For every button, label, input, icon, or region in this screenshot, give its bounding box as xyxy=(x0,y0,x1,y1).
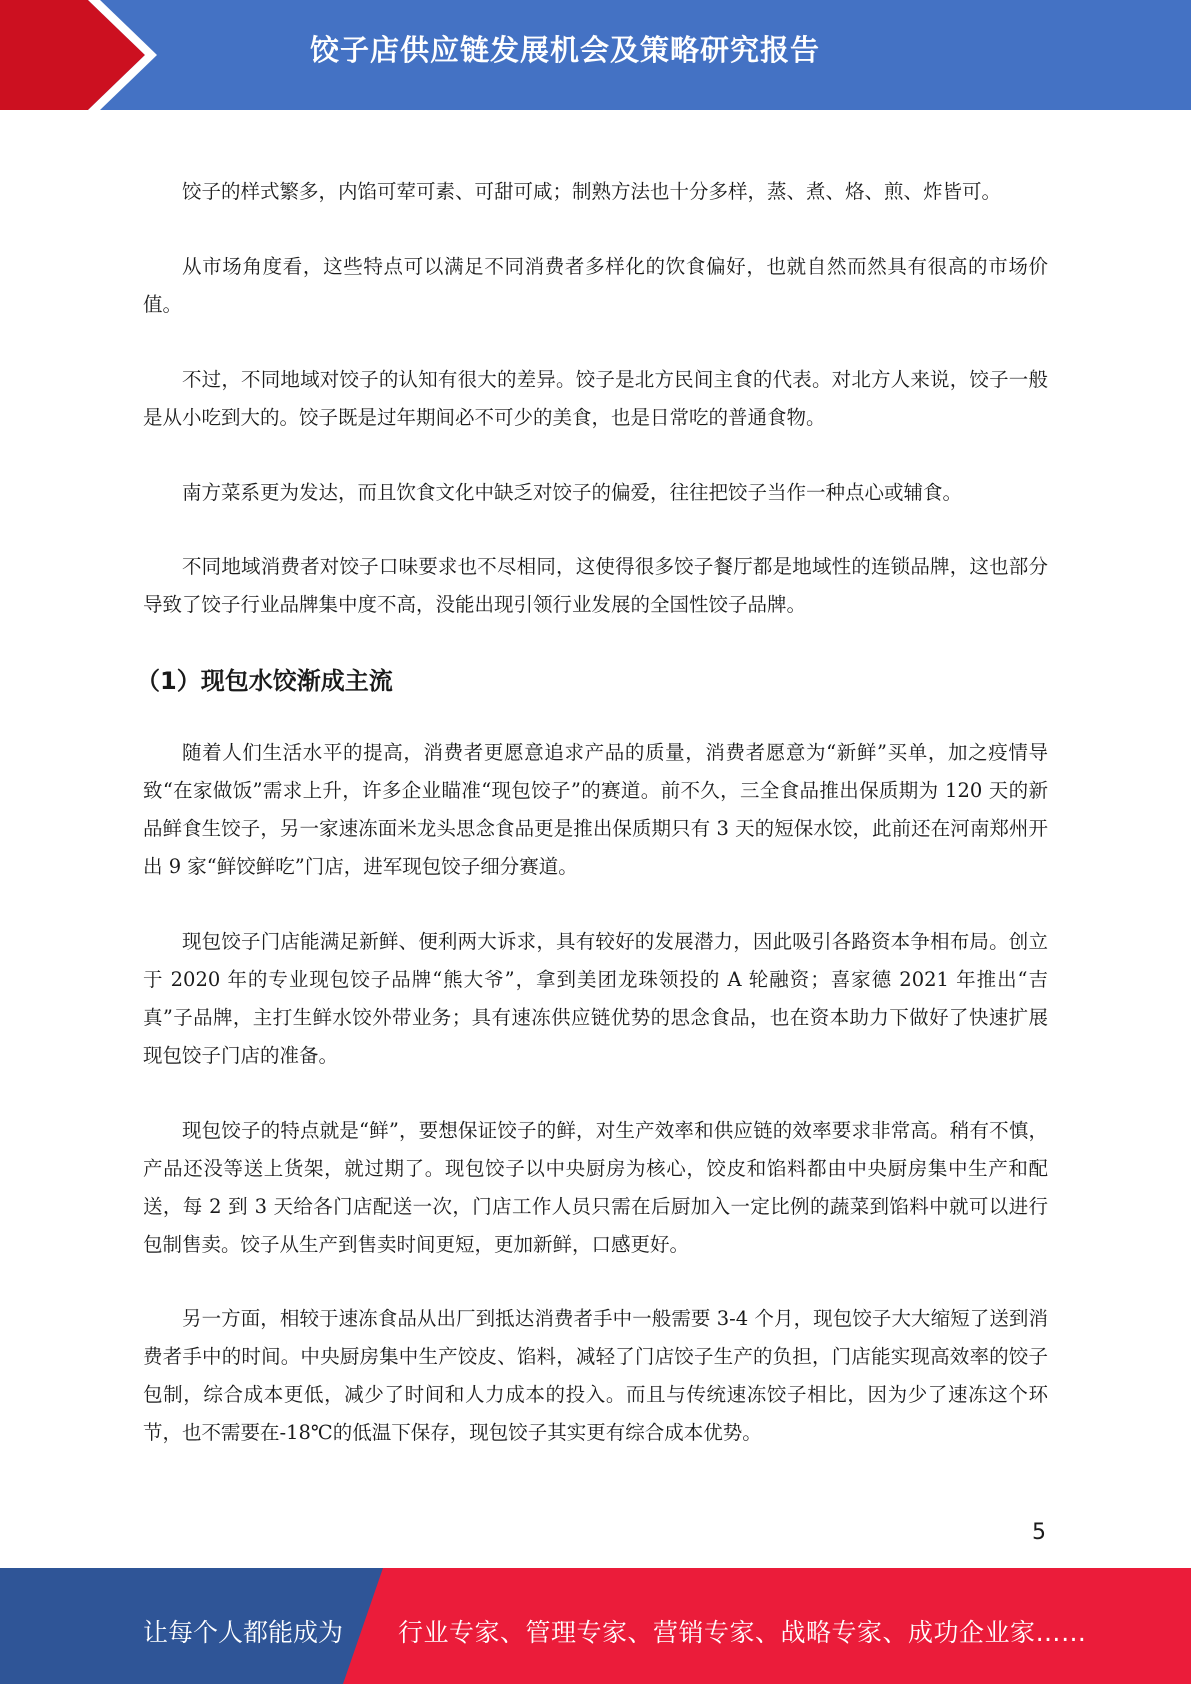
page-footer xyxy=(0,1568,1191,1684)
paragraph: 饺子的样式繁多，内馅可荤可素、可甜可咸；制熟方法也十分多样，蒸、煮、烙、煎、炸皆可。 xyxy=(182,180,1002,203)
footer-slogan-left: 让每个人都能成为 xyxy=(143,1618,344,1647)
paragraph: 另一方面，相较于速冻食品从出厂到抵达消费者手中一般需要 3-4 个月，现包饺子大大缩短了送到消费者手中的时间。中央厨房集中生产饺皮、馅料，减轻了门店饺子生产的负担，门店能实现高效率的饺子包制，综合成本更低，减少了时间和人力成本的投入。而且与传统速冻饺子相比，因为少了速冻这个环节，也不需要在-18℃的低温下保存，现包饺子其实更有综合成本优势。 xyxy=(143,1307,1048,1444)
footer-slogan-right: 行业专家、管理专家、营销专家、战略专家、成功企业家…… xyxy=(398,1618,1087,1647)
paragraph: 南方菜系更为发达，而且饮食文化中缺乏对饺子的偏爱，往往把饺子当作一种点心或辅食。 xyxy=(182,481,963,504)
paragraph: 随着人们生活水平的提高，消费者更愿意追求产品的质量，消费者愿意为“新鲜”买单，加之疫情导致“在家做饭”需求上升，许多企业瞄准“现包饺子”的赛道。前不久，三全食品推出保质期为 120 天的新品鲜食生饺子，另一家速冻面米龙头思念食品更是推出保质期只有 3 天的短保水饺，此前还在河南郑州开出 9 家“鲜饺鲜吃”门店，进军现包饺子细分赛道。 xyxy=(143,741,1048,878)
paragraph: 从市场角度看，这些特点可以满足不同消费者多样化的饮食偏好，也就自然而然具有很高的市场价值。 xyxy=(143,255,1048,316)
report-title: 饺子店供应链发展机会及策略研究报告 xyxy=(310,33,821,67)
section-heading: （1）现包水饺渐成主流 xyxy=(136,667,393,695)
paragraph: 现包饺子门店能满足新鲜、便利两大诉求，具有较好的发展潜力，因此吸引各路资本争相布局。创立于 2020 年的专业现包饺子品牌“熊大爷”，拿到美团龙珠领投的 A 轮融资；喜家德 2021 年推出“吉真”子品牌，主打生鲜水饺外带业务；具有速冻供应链优势的思念食品，也在资本助力下做好了快速扩展现包饺子门店的准备。 xyxy=(143,930,1048,1067)
page-number: 5 xyxy=(1032,1520,1046,1545)
paragraph: 现包饺子的特点就是“鲜”，要想保证饺子的鲜，对生产效率和供应链的效率要求非常高。稍有不慎，产品还没等送上货架，就过期了。现包饺子以中央厨房为核心，饺皮和馅料都由中央厨房集中生产和配送，每 2 到 3 天给各门店配送一次，门店工作人员只需在后厨加入一定比例的蔬菜到馅料中就可以进行包制售卖。饺子从生产到售卖时间更短，更加新鲜，口感更好。 xyxy=(143,1119,1048,1256)
paragraph: 不同地域消费者对饺子口味要求也不尽相同，这使得很多饺子餐厅都是地域性的连锁品牌，这也部分导致了饺子行业品牌集中度不高，没能出现引领行业发展的全国性饺子品牌。 xyxy=(143,555,1048,616)
page-header xyxy=(0,0,1191,110)
page-content xyxy=(136,173,1048,1452)
paragraph: 不过，不同地域对饺子的认知有很大的差异。饺子是北方民间主食的代表。对北方人来说，饺子一般是从小吃到大的。饺子既是过年期间必不可少的美食，也是日常吃的普通食物。 xyxy=(143,368,1048,429)
header-chevron-decoration xyxy=(0,0,160,110)
